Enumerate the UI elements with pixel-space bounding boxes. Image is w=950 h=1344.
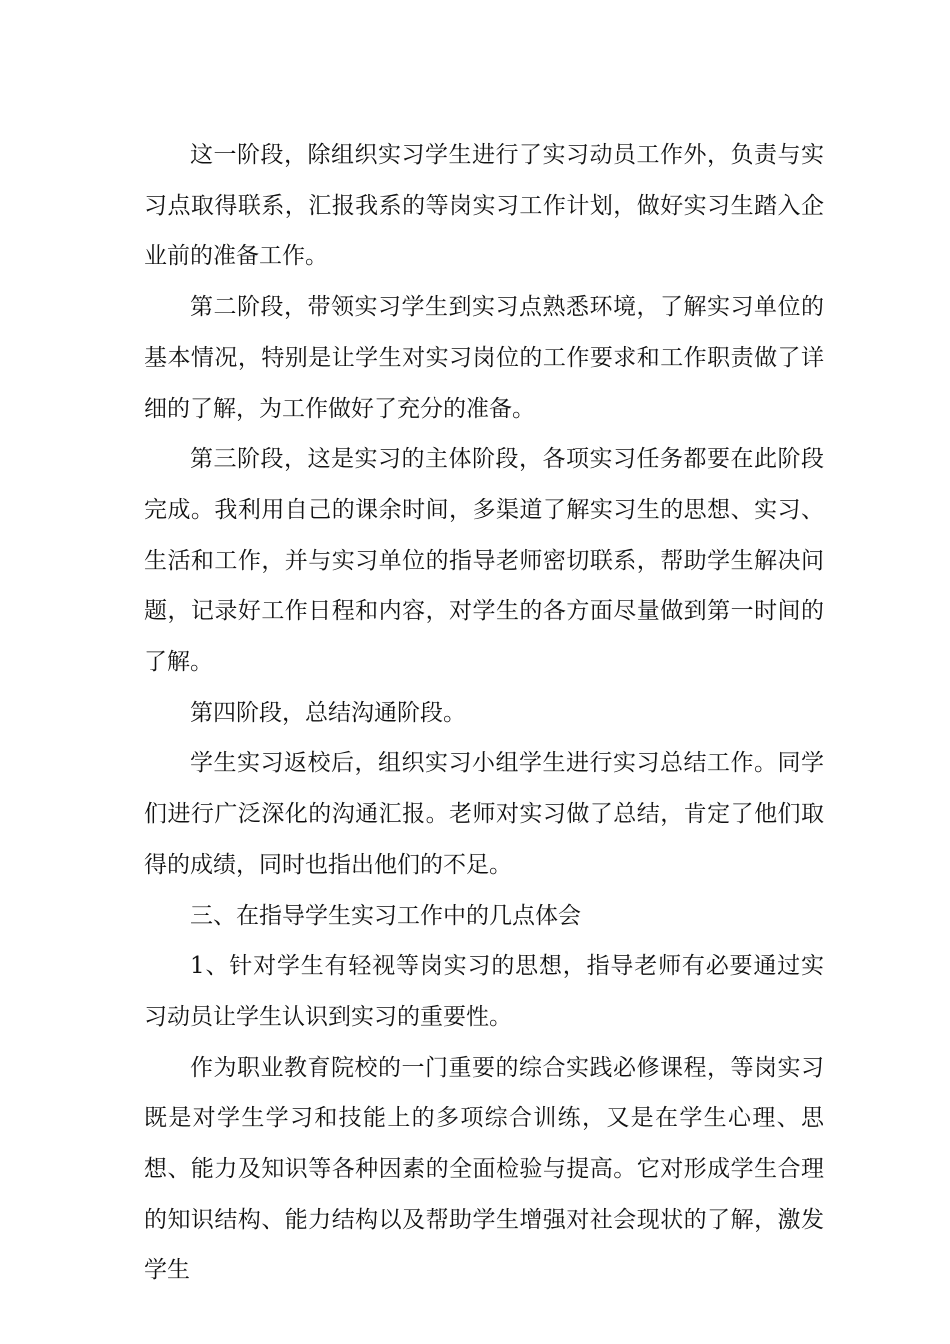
section-heading-insights: 三、在指导学生实习工作中的几点体会	[190, 902, 581, 929]
paragraph-stage-two: 第二阶段，带领实习学生到实习点熟悉环境，了解实习单位的基本情况，特别是让学生对实习岗位的工作要求和工作职责做了详细的了解，为工作做好了充分的准备。	[144, 294, 824, 422]
paragraph-insight-one-detail: 作为职业教育院校的一门重要的综合实践必修课程，等岗实习既是对学生学习和技能上的多项综合训练，又是在学生心理、思想、能力及知识等各种因素的全面检验与提高。它对形成学生合理的知识结构、能力结构以及帮助学生增强对社会现状的了解，激发学生	[144, 1054, 824, 1284]
paragraph-insight-one: 1、针对学生有轻视等岗实习的思想，指导老师有必要通过实习动员让学生认识到实习的重要性。	[144, 953, 824, 1030]
paragraph-stage-one: 这一阶段，除组织实习学生进行了实习动员工作外，负责与实习点取得联系，汇报我系的等岗实习工作计划，做好实习生踏入企业前的准备工作。	[144, 142, 824, 270]
paragraph-stage-four-heading: 第四阶段，总结沟通阶段。	[190, 699, 466, 726]
paragraph-stage-three: 第三阶段，这是实习的主体阶段，各项实习任务都要在此阶段完成。我利用自己的课余时间，多渠道了解实习生的思想、实习、生活和工作，并与实习单位的指导老师密切联系，帮助学生解决问题，记录好工作日程和内容，对学生的各方面尽量做到第一时间的了解。	[144, 446, 824, 676]
document-body	[144, 130, 824, 1296]
paragraph-stage-four-body: 学生实习返校后，组织实习小组学生进行实习总结工作。同学们进行广泛深化的沟通汇报。老师对实习做了总结，肯定了他们取得的成绩，同时也指出他们的不足。	[144, 750, 824, 878]
